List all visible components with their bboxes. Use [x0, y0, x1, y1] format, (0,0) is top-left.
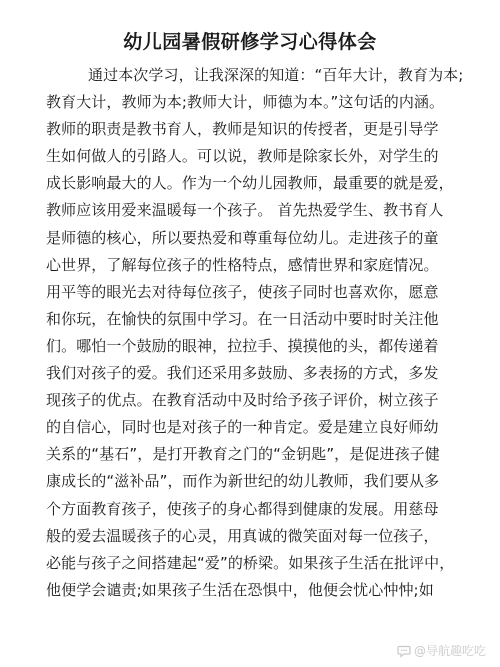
chat-bubble-icon: [397, 644, 411, 658]
body-line: 个方面教育孩子，使孩子的身心都得到健康的发展。用慈母: [46, 499, 439, 518]
body-line: 教师应该用爱来温暖每一个孩子。 首先热爱学生、教书育人: [46, 201, 444, 220]
body-line: 现孩子的优点。在教育活动中及时给予孩子评价，树立孩子: [46, 391, 439, 410]
body-line: 通过本次学习，让我深深的知道：“百年大计，教育为本;: [88, 66, 464, 84]
body-line: 必能与孩子之间搭建起“爱”的桥梁。如果孩子生活在批评中，: [46, 553, 455, 572]
watermark-text: @导航趣吃吃: [413, 644, 486, 658]
body-line: 生如何做人的引路人。可以说，教师是除家长外，对学生的: [46, 147, 439, 166]
body-line: 们。哪怕一个鼓励的眼神，拉拉手、摸摸他的头，都传递着: [46, 336, 439, 355]
body-line: 教育大计，教师为本;教师大计，师德为本。”这句话的内涵。: [46, 93, 445, 112]
body-line: 的自信心，同时也是对孩子的一种肯定。爱是建立良好师幼: [46, 418, 439, 437]
body-line: 康成长的“滋补品”，而作为新世纪的幼儿教师，我们要从多: [46, 472, 440, 491]
body-line: 和你玩，在愉快的氛围中学习。在一日活动中要时时关注他: [46, 309, 439, 328]
body-line: 我们对孩子的爱。我们还采用多鼓励、多表扬的方式，多发: [46, 364, 439, 383]
body-line: 关系的“基石”，是打开教育之门的“金钥匙”，是促进孩子健: [46, 445, 440, 464]
body-line: 教师的职责是教书育人，教师是知识的传授者，更是引导学: [46, 120, 439, 139]
body-line: 他便学会谴责;如果孩子生活在恐惧中，他便会忧心忡忡;如: [46, 580, 434, 599]
body-line: 般的爱去温暖孩子的心灵，用真诚的微笑面对每一位孩子，: [46, 526, 439, 545]
watermark: [397, 643, 486, 659]
document-title: 幼儿园暑假研修学习心得体会: [123, 31, 377, 53]
body-line: 心世界，了解每位孩子的性格特点，感情世界和家庭情况。: [46, 255, 439, 274]
body-line: 是师德的核心，所以要热爱和尊重每位幼儿。走进孩子的童: [46, 228, 439, 247]
body-line: 成长影响最大的人。作为一个幼儿园教师，最重要的就是爱，: [46, 174, 454, 193]
body-line: 用平等的眼光去对待每位孩子，使孩子同时也喜欢你，愿意: [46, 282, 439, 301]
document-body: [46, 62, 466, 604]
